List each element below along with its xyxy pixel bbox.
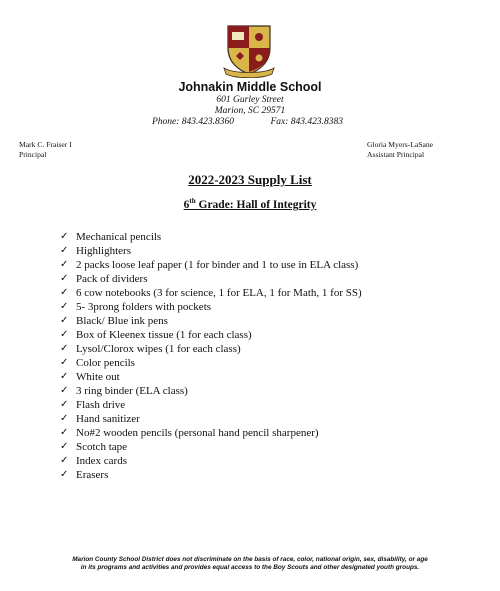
checkmark-icon: ✓ [60, 287, 69, 298]
checkmark-icon: ✓ [60, 455, 69, 466]
assistant-principal-block [367, 140, 433, 160]
checkmark-icon: ✓ [60, 315, 69, 326]
checkmark-icon: ✓ [60, 329, 69, 340]
supply-item [60, 300, 362, 314]
assistant-principal-title: Assistant Principal [367, 150, 425, 159]
checkmark-icon: ✓ [60, 301, 69, 312]
checkmark-icon: ✓ [60, 441, 69, 452]
supply-item-label: Highlighters [76, 245, 131, 257]
checkmark-icon: ✓ [60, 469, 69, 480]
supply-item [60, 314, 362, 328]
supply-item [60, 440, 362, 454]
supply-item [60, 370, 362, 384]
footer-line-2: in its programs and activities and provides equal access to the Boy Scouts and other designated youth groups. [80, 564, 420, 571]
checkmark-icon: ✓ [60, 357, 69, 368]
supply-item [60, 272, 362, 286]
school-street: 601 Gurley Street [216, 95, 284, 105]
phone-number: Phone: 843.423.8360 [152, 117, 235, 127]
school-crest-icon [222, 22, 276, 78]
supply-item-label: Index cards [76, 455, 128, 467]
nondiscrimination-footer [14, 556, 486, 572]
supply-item [60, 286, 362, 300]
footer-line-1: Marion County School District does not discriminate on the basis of race, color, national origin, sex, disability, or age [72, 556, 428, 563]
checkmark-icon: ✓ [60, 399, 69, 410]
supply-item [60, 454, 362, 468]
checkmark-icon: ✓ [60, 273, 69, 284]
grade-number: 6 [183, 199, 190, 211]
supply-item-label: No#2 wooden pencils (personal hand pencil sharpener) [76, 427, 319, 439]
supply-item [60, 384, 362, 398]
supply-item [60, 426, 362, 440]
grade-suffix: th [189, 197, 196, 206]
fax-number: Fax: 843.423.8383 [270, 117, 343, 127]
supply-item-label: Scotch tape [76, 441, 128, 453]
supply-item [60, 342, 362, 356]
supply-item-label: Box of Kleenex tissue (1 for each class) [76, 329, 252, 341]
checkmark-icon: ✓ [60, 231, 69, 242]
supply-item [60, 468, 362, 482]
principal-name: Mark C. Fraiser I [19, 140, 72, 149]
checkmark-icon: ✓ [60, 343, 69, 354]
supply-item-label: 5- 3prong folders with pockets [76, 301, 212, 313]
school-name: Johnakin Middle School [178, 80, 322, 94]
checkmark-icon: ✓ [60, 259, 69, 270]
supply-item-label: Hand sanitizer [76, 413, 140, 425]
supply-item [60, 398, 362, 412]
supply-item-label: 6 cow notebooks (3 for science, 1 for ELA, 1 for Math, 1 for SS) [76, 287, 362, 299]
checkmark-icon: ✓ [60, 385, 69, 396]
supply-item [60, 230, 362, 244]
supply-item-label: 3 ring binder (ELA class) [76, 385, 188, 397]
principal-title: Principal [19, 150, 47, 159]
checkmark-icon: ✓ [60, 371, 69, 382]
supply-item-label: Black/ Blue ink pens [76, 315, 168, 327]
supply-item [60, 412, 362, 426]
principal-block [19, 140, 72, 160]
supply-item-label: Pack of dividers [76, 273, 148, 285]
checkmark-icon: ✓ [60, 427, 69, 438]
supply-list-title: 2022-2023 Supply List [188, 172, 312, 187]
supply-item-label: Mechanical pencils [76, 231, 162, 243]
supply-item-label: White out [76, 371, 120, 383]
supply-item [60, 258, 362, 272]
checkmark-icon: ✓ [60, 413, 69, 424]
supply-item-label: Color pencils [76, 357, 135, 369]
supply-item-label: Lysol/Clorox wipes (1 for each class) [76, 343, 241, 355]
supply-item [60, 328, 362, 342]
supply-items-list [60, 230, 362, 482]
checkmark-icon: ✓ [60, 245, 69, 256]
supply-item [60, 244, 362, 258]
supply-item-label: Erasers [76, 469, 109, 481]
school-city: Marion, SC 29571 [214, 106, 286, 116]
assistant-principal-name: Gloria Myers-LaSane [367, 140, 434, 149]
school-contact [152, 117, 343, 127]
grade-title [0, 199, 500, 211]
supply-item-label: Flash drive [76, 399, 126, 411]
grade-rest: Grade: Hall of Integrity [195, 199, 317, 211]
supply-item [60, 356, 362, 370]
supply-item-label: 2 packs loose leaf paper (1 for binder and 1 to use in ELA class) [76, 259, 359, 271]
